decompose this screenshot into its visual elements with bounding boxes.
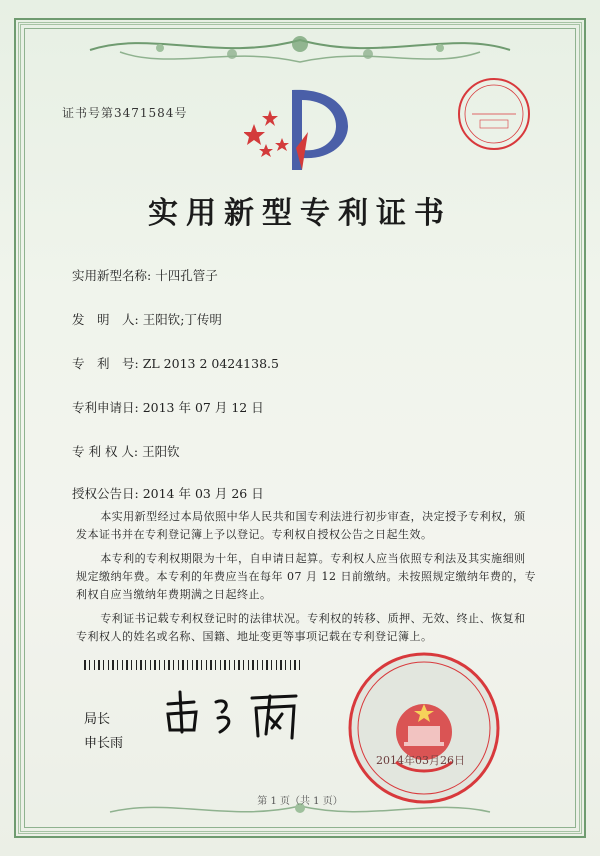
body-paragraph-registry: 专利证书记载专利权登记时的法律状况。专利权的转移、质押、无效、终止、恢复和专利权人的姓名或名称、国籍、地址变更等事项记载在专利登记簿上。	[76, 612, 526, 643]
inventor-value: 王阳钦;丁传明	[142, 312, 222, 327]
filing-date-value: 2013 年 07 月 12 日	[142, 400, 264, 415]
filing-date-label: 专利申请日:	[72, 400, 139, 415]
patentee-label: 专 利 权 人:	[72, 444, 139, 459]
announcement-date-label: 授权公告日:	[72, 486, 139, 501]
agency-seal-icon	[456, 76, 532, 152]
announcement-date-value: 2014 年 03 月 26 日	[142, 486, 264, 501]
patent-number-label: 专 利 号:	[72, 356, 139, 371]
inventor-label: 发 明 人:	[72, 312, 139, 327]
seal-date: 2014年03月26日	[376, 754, 465, 767]
filing-date-field	[72, 398, 264, 416]
body-paragraph-grant: 本实用新型经过本局依照中华人民共和国专利法进行初步审查，决定授予专利权，颁发本证书并在专利登记簿上予以登记。专利权自授权公告之日起生效。	[76, 510, 526, 541]
patentee-field	[72, 442, 180, 460]
inventor-field	[72, 310, 222, 328]
director-signature	[160, 684, 310, 744]
barcode	[84, 660, 306, 670]
certificate-number: 证书号第3471584号	[62, 106, 188, 120]
director-title: 局长	[84, 712, 111, 727]
page-title: 实用新型专利证书	[148, 196, 452, 231]
utility-model-name-field	[72, 266, 218, 284]
patent-number-value: ZL 2013 2 0424138.5	[142, 356, 279, 371]
announcement-date-field	[72, 484, 264, 502]
utility-model-name-label: 实用新型名称:	[72, 268, 152, 283]
patent-number-field	[72, 354, 279, 372]
utility-model-name-value: 十四孔管子	[155, 268, 218, 283]
director-name: 申长雨	[84, 736, 124, 751]
body-paragraph-term: 本专利的专利权期限为十年，自申请日起算。专利权人应当依照专利法及其实施细则规定缴纳年费。本专利的年费应当在每年 07 月 12 日前缴纳。未按照规定缴纳年费的，专利权自应当缴纳年费期满之日起终止。	[76, 552, 536, 601]
national-ip-seal-icon	[346, 650, 502, 806]
patentee-value: 王阳钦	[142, 444, 180, 459]
page-indicator: 第 1 页（共 1 页）	[257, 796, 343, 807]
cnipa-logo-icon	[244, 78, 356, 178]
certificate-body	[76, 508, 536, 652]
